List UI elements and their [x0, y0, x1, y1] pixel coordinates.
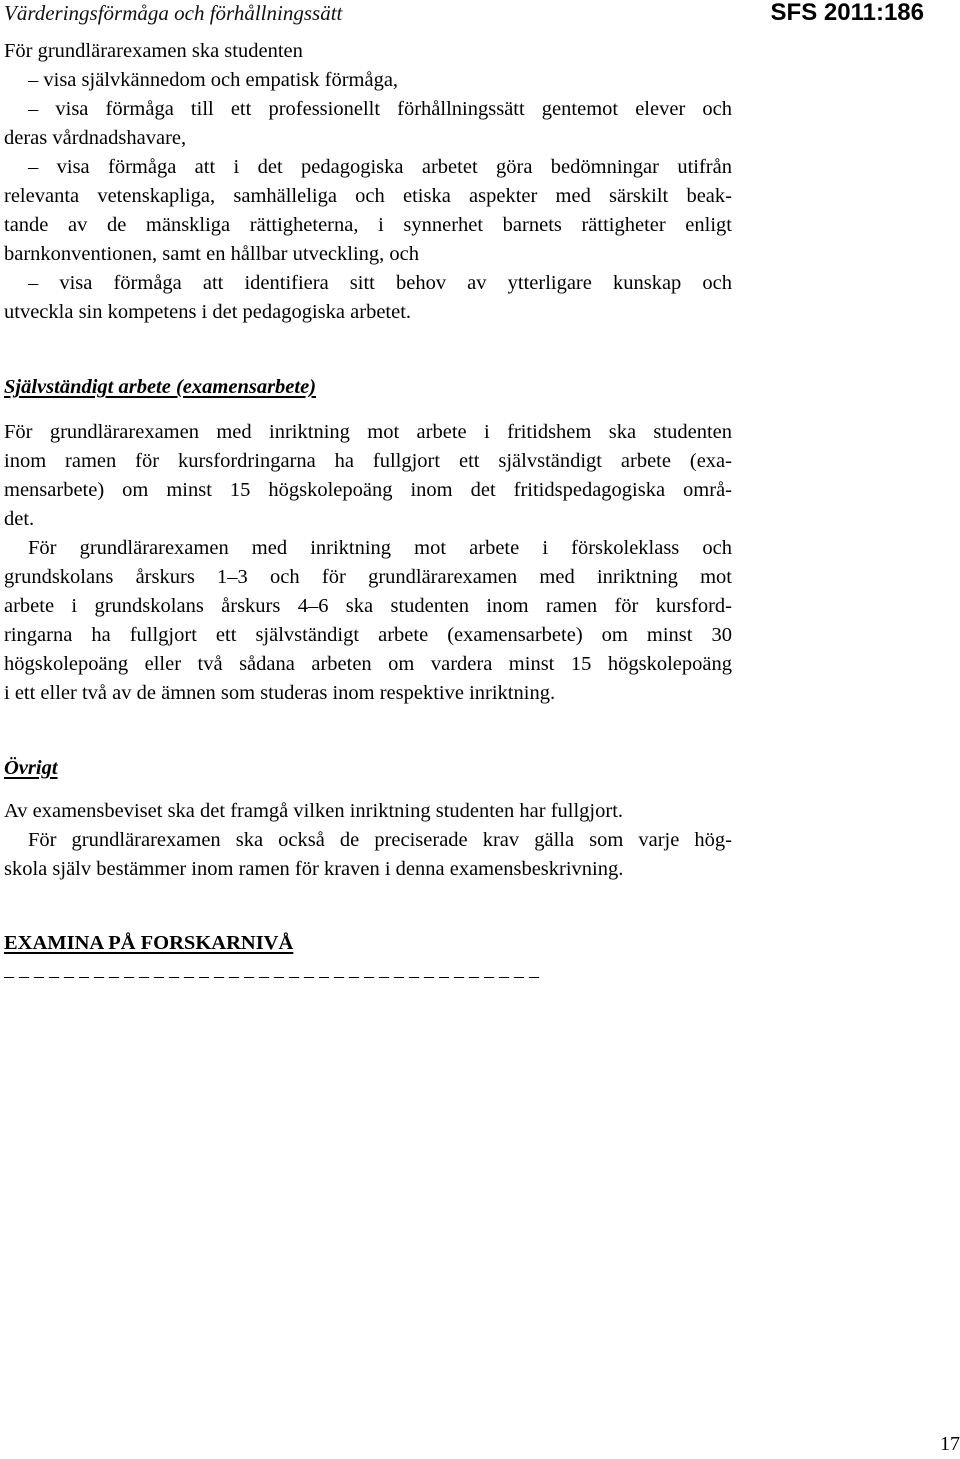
paragraph-line: relevanta vetenskapliga, samhälleliga och etiska aspekter med särskilt beak- [4, 185, 732, 207]
paragraph-line: det. [4, 508, 35, 530]
list-item: – visa förmåga att i det pedagogiska arbetet göra bedömningar utifrån [28, 156, 732, 178]
paragraph-line: deras vårdnadshavare, [4, 127, 187, 149]
paragraph-line: För grundlärarexamen ska studenten [4, 40, 303, 62]
paragraph-line: För grundlärarexamen ska också de preciserade krav gälla som varje hög- [28, 829, 732, 851]
paragraph-line: Av examensbeviset ska det framgå vilken inriktning studenten har fullgjort. [4, 800, 624, 822]
paragraph-line: arbete i grundskolans årskurs 4–6 ska studenten inom ramen för kursford- [4, 595, 732, 617]
list-item: – visa förmåga att identifiera sitt behov av ytterligare kunskap och [28, 272, 732, 294]
section-heading: Övrigt [4, 757, 58, 779]
sfs-number: SFS 2011:186 [770, 0, 924, 26]
section-heading: Självständigt arbete (examensarbete) [4, 376, 317, 398]
paragraph-line: För grundlärarexamen med inriktning mot arbete i fritidshem ska studenten [4, 421, 732, 443]
paragraph-line: i ett eller två av de ämnen som studeras inom respektive inriktning. [4, 682, 556, 704]
paragraph-line: tande av de mänskliga rättigheterna, i synnerhet barnets rättigheter enligt [4, 214, 732, 236]
paragraph-line: högskolepoäng eller två sådana arbeten om vardera minst 15 högskolepoäng [4, 653, 732, 675]
list-item: – visa förmåga till ett professionellt förhållningssätt gentemot elever och [28, 98, 732, 120]
paragraph-line: grundskolans årskurs 1–3 och för grundlärarexamen med inriktning mot [4, 566, 732, 588]
chapter-heading: EXAMINA PÅ FORSKARNIVÅ [4, 932, 294, 954]
paragraph-line: utveckla sin kompetens i det pedagogiska arbetet. [4, 301, 412, 323]
paragraph-line: För grundlärarexamen med inriktning mot arbete i förskoleklass och [28, 537, 732, 559]
list-item: – visa självkännedom och empatisk förmåga, [28, 69, 399, 91]
paragraph-line: ringarna ha fullgjort ett självständigt arbete (examensarbete) om minst 30 [4, 624, 732, 646]
running-head: Värderingsförmåga och förhållningssätt [4, 1, 343, 25]
page-number: 17 [940, 1433, 960, 1455]
paragraph-line: inom ramen för kursfordringarna ha fullgjort ett självständigt arbete (exa- [4, 450, 732, 472]
paragraph-line: barnkonventionen, samt en hållbar utveckling, och [4, 243, 420, 265]
omission-dashes: – – – – – – – – – – – – – – – – – – – – – – – – – – – – – – – – – – – – [4, 965, 539, 987]
paragraph-line: mensarbete) om minst 15 högskolepoäng inom det fritidspedagogiska områ- [4, 479, 732, 501]
paragraph-line: skola själv bestämmer inom ramen för kraven i denna examensbeskrivning. [4, 858, 624, 880]
